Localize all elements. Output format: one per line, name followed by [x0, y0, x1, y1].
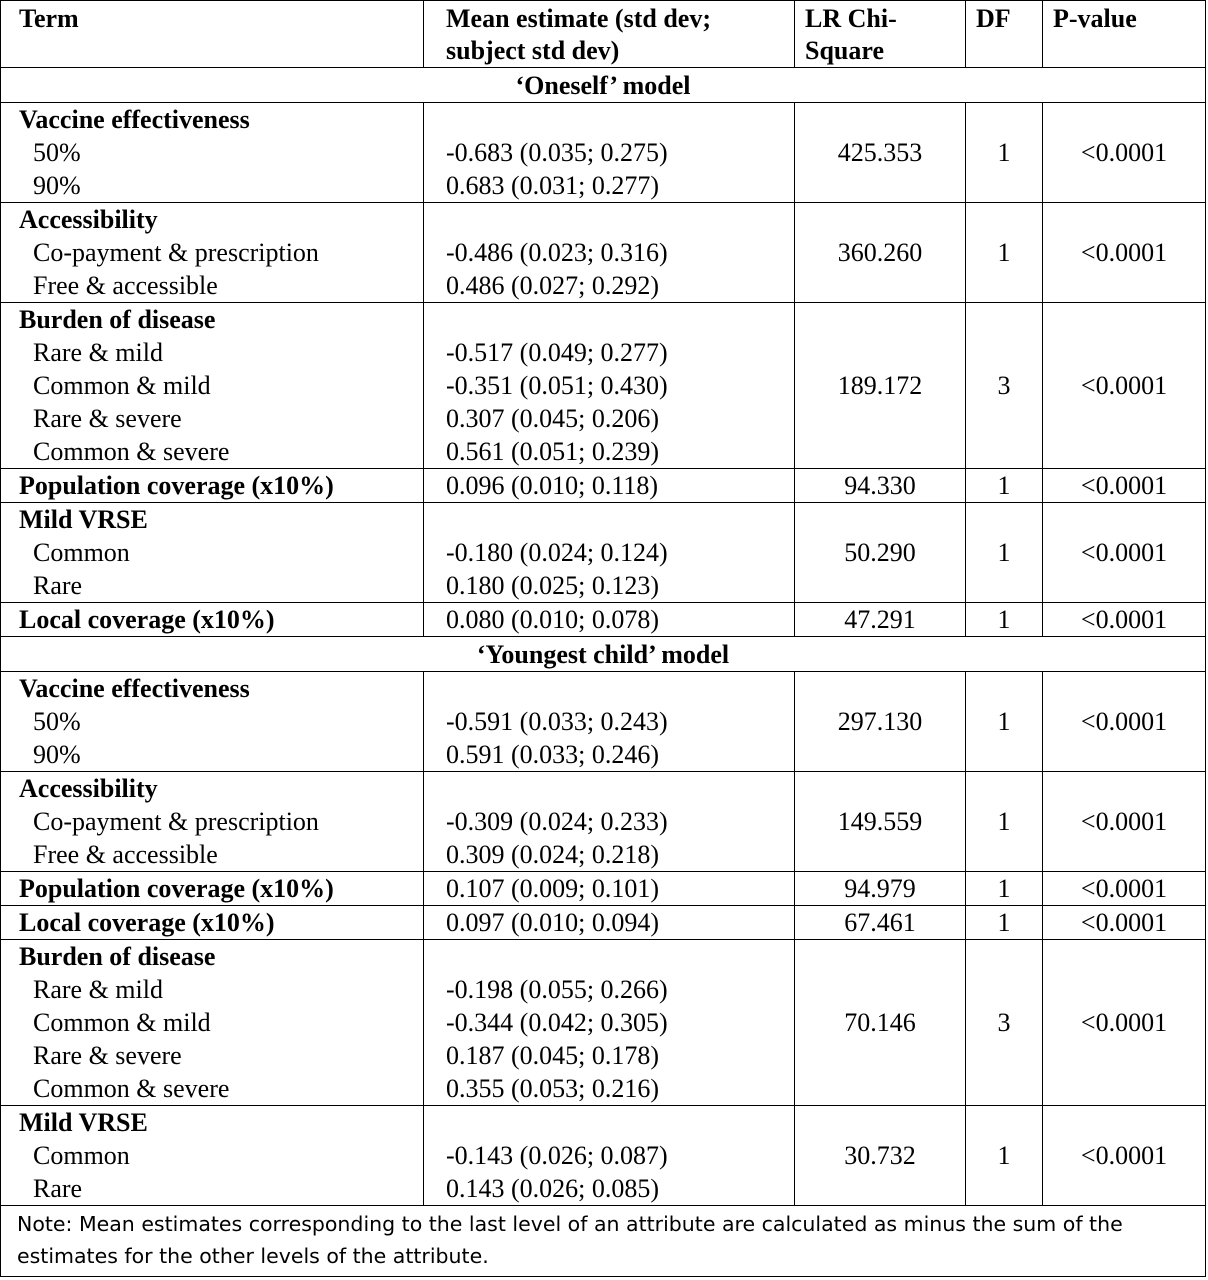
mean-spacer: [446, 503, 784, 536]
df-cell: 1: [966, 872, 1043, 906]
level-mean: 0.486 (0.027; 0.292): [446, 271, 660, 300]
attribute-name: Population coverage (x10%): [19, 471, 334, 500]
mean-cell: [424, 906, 795, 940]
mean-cell: [424, 303, 795, 469]
table-body: [1, 68, 1206, 1206]
lr-chi-square-cell: 94.979: [795, 872, 966, 906]
attribute-row: [1, 103, 1206, 203]
level-mean: -0.351 (0.051; 0.430): [446, 371, 668, 400]
header-row: [1, 1, 1206, 68]
df-cell: 1: [966, 672, 1043, 772]
level-mean: 0.143 (0.026; 0.085): [446, 1174, 660, 1203]
mean-cell: [424, 772, 795, 872]
attribute-name: Population coverage (x10%): [19, 874, 334, 903]
df-cell: 1: [966, 203, 1043, 303]
header-lr-line2: Square: [805, 36, 884, 65]
header-lr: [795, 1, 966, 68]
attribute-name: Accessibility: [19, 774, 158, 803]
level-label: Common: [33, 538, 130, 567]
attribute-mean: 0.107 (0.009; 0.101): [446, 874, 660, 903]
level-mean: 0.307 (0.045; 0.206): [446, 404, 660, 433]
level-label: Rare & severe: [33, 1041, 182, 1070]
lr-chi-square-cell: 360.260: [795, 203, 966, 303]
attribute-row: [1, 872, 1206, 906]
level-label: 90%: [33, 740, 81, 769]
mean-cell: [424, 1106, 795, 1206]
attribute-row: [1, 906, 1206, 940]
p-value-cell: <0.0001: [1043, 303, 1206, 469]
term-cell: [1, 872, 424, 906]
mean-spacer: [446, 103, 784, 136]
level-mean: -0.344 (0.042; 0.305): [446, 1008, 668, 1037]
attribute-name: Vaccine effectiveness: [19, 105, 250, 134]
attribute-row: [1, 772, 1206, 872]
mean-cell: [424, 469, 795, 503]
attribute-row: [1, 672, 1206, 772]
attribute-row: [1, 303, 1206, 469]
mean-cell: [424, 940, 795, 1106]
p-value-cell: <0.0001: [1043, 906, 1206, 940]
level-mean: 0.355 (0.053; 0.216): [446, 1074, 660, 1103]
term-cell: [1, 469, 424, 503]
level-mean: -0.143 (0.026; 0.087): [446, 1141, 668, 1170]
level-mean: -0.309 (0.024; 0.233): [446, 807, 668, 836]
section-row: [1, 68, 1206, 103]
attribute-name: Local coverage (x10%): [19, 605, 275, 634]
level-label: Common & mild: [33, 371, 211, 400]
df-cell: 3: [966, 303, 1043, 469]
term-cell: [1, 906, 424, 940]
lr-chi-square-cell: 47.291: [795, 603, 966, 637]
mean-cell: [424, 203, 795, 303]
level-label: Common & severe: [33, 1074, 230, 1103]
mean-spacer: [446, 940, 784, 973]
term-cell: [1, 772, 424, 872]
section-row: [1, 637, 1206, 672]
level-label: Free & accessible: [33, 840, 218, 869]
level-label: Common & mild: [33, 1008, 211, 1037]
level-label: 50%: [33, 707, 81, 736]
header-df: DF: [966, 1, 1043, 68]
mean-cell: [424, 503, 795, 603]
lr-chi-square-cell: 297.130: [795, 672, 966, 772]
header-lr-line1: LR Chi-: [805, 4, 897, 33]
level-mean: -0.486 (0.023; 0.316): [446, 238, 668, 267]
p-value-cell: <0.0001: [1043, 203, 1206, 303]
p-value-cell: <0.0001: [1043, 872, 1206, 906]
df-cell: 1: [966, 1106, 1043, 1206]
df-cell: 1: [966, 906, 1043, 940]
df-cell: 1: [966, 603, 1043, 637]
term-cell: [1, 603, 424, 637]
level-mean: -0.683 (0.035; 0.275): [446, 138, 668, 167]
level-label: Rare: [33, 571, 83, 600]
level-mean: 0.187 (0.045; 0.178): [446, 1041, 660, 1070]
header-term: Term: [1, 1, 424, 68]
header-mean-line2: subject std dev): [446, 36, 620, 65]
attribute-mean: 0.096 (0.010; 0.118): [446, 471, 659, 500]
section-title: ‘Oneself’ model: [1, 68, 1206, 103]
attribute-name: Burden of disease: [19, 942, 216, 971]
term-cell: [1, 672, 424, 772]
attribute-name: Accessibility: [19, 205, 158, 234]
attribute-name: Vaccine effectiveness: [19, 674, 250, 703]
level-mean: -0.591 (0.033; 0.243): [446, 707, 668, 736]
attribute-row: [1, 503, 1206, 603]
level-label: Rare: [33, 1174, 83, 1203]
attribute-row: [1, 940, 1206, 1106]
lr-chi-square-cell: 30.732: [795, 1106, 966, 1206]
df-cell: 1: [966, 503, 1043, 603]
attribute-name: Mild VRSE: [19, 505, 148, 534]
df-cell: 1: [966, 772, 1043, 872]
term-cell: [1, 303, 424, 469]
mean-cell: [424, 872, 795, 906]
attribute-row: [1, 1106, 1206, 1206]
lr-chi-square-cell: 50.290: [795, 503, 966, 603]
level-mean: -0.198 (0.055; 0.266): [446, 975, 668, 1004]
level-mean: 0.591 (0.033; 0.246): [446, 740, 660, 769]
term-cell: [1, 203, 424, 303]
level-mean: -0.180 (0.024; 0.124): [446, 538, 668, 567]
mean-cell: [424, 603, 795, 637]
attribute-mean: 0.097 (0.010; 0.094): [446, 908, 660, 937]
attribute-row: [1, 603, 1206, 637]
header-mean: [424, 1, 795, 68]
level-label: Rare & mild: [33, 975, 163, 1004]
lr-chi-square-cell: 70.146: [795, 940, 966, 1106]
level-label: Free & accessible: [33, 271, 218, 300]
header-pvalue: P-value: [1043, 1, 1206, 68]
lr-chi-square-cell: 94.330: [795, 469, 966, 503]
attribute-row: [1, 203, 1206, 303]
level-label: 90%: [33, 171, 81, 200]
lr-chi-square-cell: 67.461: [795, 906, 966, 940]
p-value-cell: <0.0001: [1043, 672, 1206, 772]
df-cell: 3: [966, 940, 1043, 1106]
level-mean: 0.683 (0.031; 0.277): [446, 171, 660, 200]
term-cell: [1, 503, 424, 603]
level-label: Common & severe: [33, 437, 230, 466]
p-value-cell: <0.0001: [1043, 603, 1206, 637]
mean-spacer: [446, 203, 784, 236]
p-value-cell: <0.0001: [1043, 469, 1206, 503]
lr-chi-square-cell: 189.172: [795, 303, 966, 469]
attribute-name: Mild VRSE: [19, 1108, 148, 1137]
header-mean-line1: Mean estimate (std dev;: [446, 4, 711, 33]
p-value-cell: <0.0001: [1043, 940, 1206, 1106]
mean-cell: [424, 672, 795, 772]
level-mean: -0.517 (0.049; 0.277): [446, 338, 668, 367]
note-row: [1, 1206, 1206, 1277]
level-label: Common: [33, 1141, 130, 1170]
term-cell: [1, 940, 424, 1106]
df-cell: 1: [966, 469, 1043, 503]
p-value-cell: <0.0001: [1043, 503, 1206, 603]
level-label: Rare & severe: [33, 404, 182, 433]
p-value-cell: <0.0001: [1043, 103, 1206, 203]
attribute-mean: 0.080 (0.010; 0.078): [446, 605, 660, 634]
p-value-cell: <0.0001: [1043, 1106, 1206, 1206]
level-label: Rare & mild: [33, 338, 163, 367]
mean-cell: [424, 103, 795, 203]
table-note: Note: Mean estimates corresponding to the last level of an attribute are calculated as minus the sum of the estimates for the other levels of the attribute.: [1, 1206, 1206, 1277]
lr-chi-square-cell: 149.559: [795, 772, 966, 872]
level-label: 50%: [33, 138, 81, 167]
attribute-name: Burden of disease: [19, 305, 216, 334]
lr-chi-square-cell: 425.353: [795, 103, 966, 203]
level-mean: 0.561 (0.051; 0.239): [446, 437, 660, 466]
mean-spacer: [446, 672, 784, 705]
section-title: ‘Youngest child’ model: [1, 637, 1206, 672]
attribute-row: [1, 469, 1206, 503]
p-value-cell: <0.0001: [1043, 772, 1206, 872]
level-label: Co-payment & prescription: [33, 807, 319, 836]
level-mean: 0.180 (0.025; 0.123): [446, 571, 660, 600]
df-cell: 1: [966, 103, 1043, 203]
level-label: Co-payment & prescription: [33, 238, 319, 267]
term-cell: [1, 1106, 424, 1206]
mean-spacer: [446, 303, 784, 336]
term-cell: [1, 103, 424, 203]
attribute-name: Local coverage (x10%): [19, 908, 275, 937]
level-mean: 0.309 (0.024; 0.218): [446, 840, 660, 869]
mean-spacer: [446, 772, 784, 805]
mean-spacer: [446, 1106, 784, 1139]
